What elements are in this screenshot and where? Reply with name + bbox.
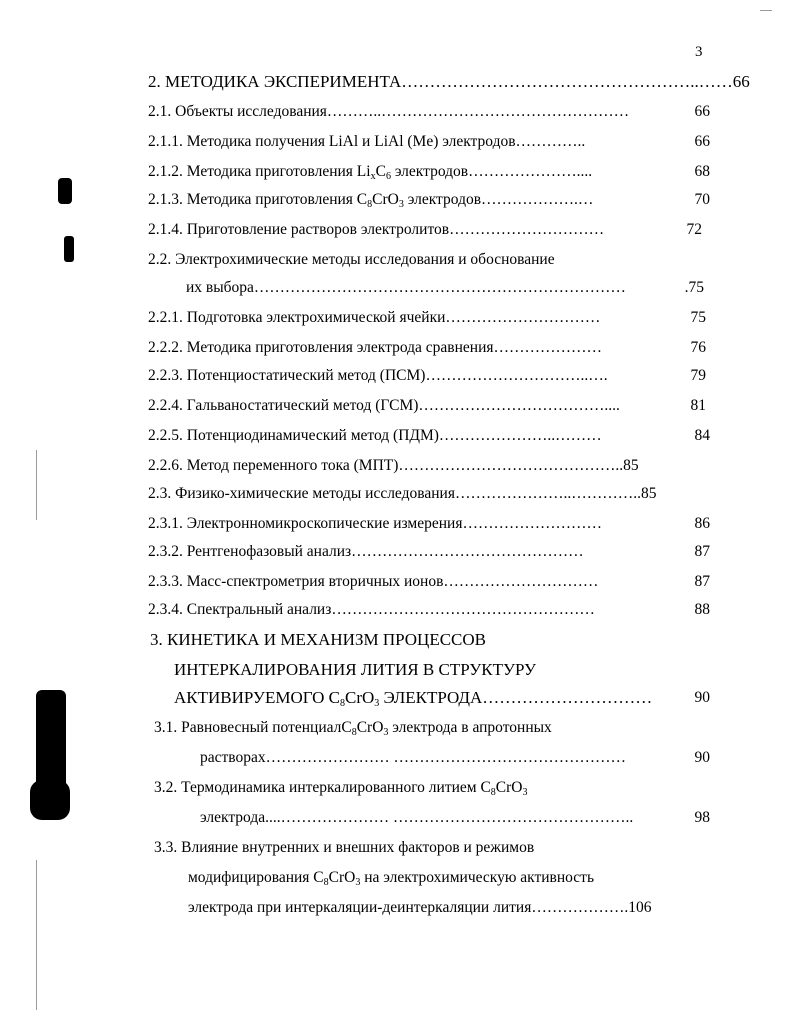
- toc-entry: 2.3. Физико-химические методы исследования…………………..…………..85: [148, 485, 657, 502]
- toc-entry: 3.2. Термодинамика интеркалированного литием $C_8CrO_3$: [154, 779, 528, 798]
- toc-entry: 2. МЕТОДИКА ЭКСПЕРИМЕНТА……………………………………………..……66: [148, 72, 750, 91]
- toc-entry: 2.2.4. Гальваностатический метод (ГСМ)………………………………....: [148, 397, 620, 414]
- toc-page: 90: [694, 749, 710, 766]
- toc-page: 87: [694, 543, 710, 560]
- toc-entry: ИНТЕРКАЛИРОВАНИЯ ЛИТИЯ В СТРУКТУРУ: [174, 660, 537, 679]
- toc-page: 84: [694, 427, 710, 444]
- scan-artifact: [58, 178, 72, 204]
- toc-page: 70: [694, 191, 710, 208]
- toc-entry: 2.2.2. Методика приготовления электрода сравнения…………………: [148, 339, 603, 356]
- scan-edge-line: [760, 10, 772, 11]
- toc-entry: 3.3. Влияние внутренних и внешних факторов и режимов: [154, 839, 535, 856]
- toc-entry: 2.2.3. Потенциостатический метод (ПСМ)…………………………..….: [148, 367, 608, 384]
- toc-page: 75: [690, 309, 706, 326]
- page-number: 3: [695, 44, 703, 60]
- toc-entry: их выбора………………………………………………………………: [186, 279, 626, 296]
- toc-page: 79: [690, 367, 706, 384]
- toc-entry: 3.1. Равновесный потенциалC$_8$CrO$_3$ электрода в апротонных: [154, 719, 552, 738]
- toc-page: 66: [694, 133, 710, 150]
- toc-page: 90: [694, 689, 710, 706]
- toc-entry: 2.2.6. Метод переменного тока (МПТ)……………………………………..85: [148, 457, 639, 474]
- toc-entry: электрода при интеркаляции-деинтеркаляции лития……………….106: [188, 899, 652, 916]
- toc-entry: модифицирования $C_8CrO_3$ на электрохимическую активность: [188, 869, 595, 888]
- toc-page: 72: [686, 221, 702, 238]
- toc-page: 81: [690, 397, 706, 414]
- toc-page: 76: [690, 339, 706, 356]
- scan-artifact: [30, 780, 70, 820]
- toc-page: 68: [694, 163, 710, 180]
- toc-entry: 2.3.3. Масс-спектрометрия вторичных ионов…………………………: [148, 573, 599, 590]
- scan-edge-line: [36, 860, 37, 1010]
- toc-page: .75: [684, 279, 704, 296]
- toc-entry: 2.1.2. Методика приготовления $Li_xC_6$ электродов…………………....: [148, 163, 593, 182]
- toc-entry: 2.3.1. Электронномикроскопические измерения………………………: [148, 515, 602, 532]
- toc-entry: 2.3.4. Спектральный анализ……………………………………………: [148, 601, 595, 618]
- toc-entry: 2.2. Электрохимические методы исследования и обоснование: [148, 251, 555, 268]
- toc-page: 87: [694, 573, 710, 590]
- toc-entry: АКТИВИРУЕМОГО $C_8CrO_3$ ЭЛЕКТРОДА…………………………: [174, 688, 653, 709]
- toc-page: 86: [694, 515, 710, 532]
- scan-edge-line: [36, 450, 37, 520]
- toc-entry: 2.1. Объекты исследования………..…………………………………………: [148, 103, 630, 120]
- toc-entry: 2.1.1. Методика получения LiAl и LiAl (Me) электродов…………..: [148, 133, 586, 150]
- toc-entry: 2.2.1. Подготовка электрохимической ячейки…………………………: [148, 309, 601, 326]
- toc-page: 66: [694, 103, 710, 120]
- toc-entry: электрода....………………… ………………………………………..: [200, 809, 634, 826]
- toc-page: 98: [694, 809, 710, 826]
- toc-entry: 2.2.5. Потенциодинамический метод (ПДМ)…………………..………: [148, 427, 602, 444]
- toc-entry: 2.1.4. Приготовление растворов электролитов…………………………: [148, 221, 605, 238]
- toc-entry: 2.3.2. Рентгенофазовый анализ………………………………………: [148, 543, 584, 560]
- scan-artifact: [64, 236, 74, 262]
- toc-page: 88: [694, 601, 710, 618]
- toc-entry: 2.1.3. Методика приготовления $C_8CrO_3$ электродов……………….…: [148, 191, 594, 210]
- toc-entry: растворах…………………… ………………………………………: [200, 749, 627, 766]
- toc-entry: 3. КИНЕТИКА И МЕХАНИЗМ ПРОЦЕССОВ: [150, 630, 486, 649]
